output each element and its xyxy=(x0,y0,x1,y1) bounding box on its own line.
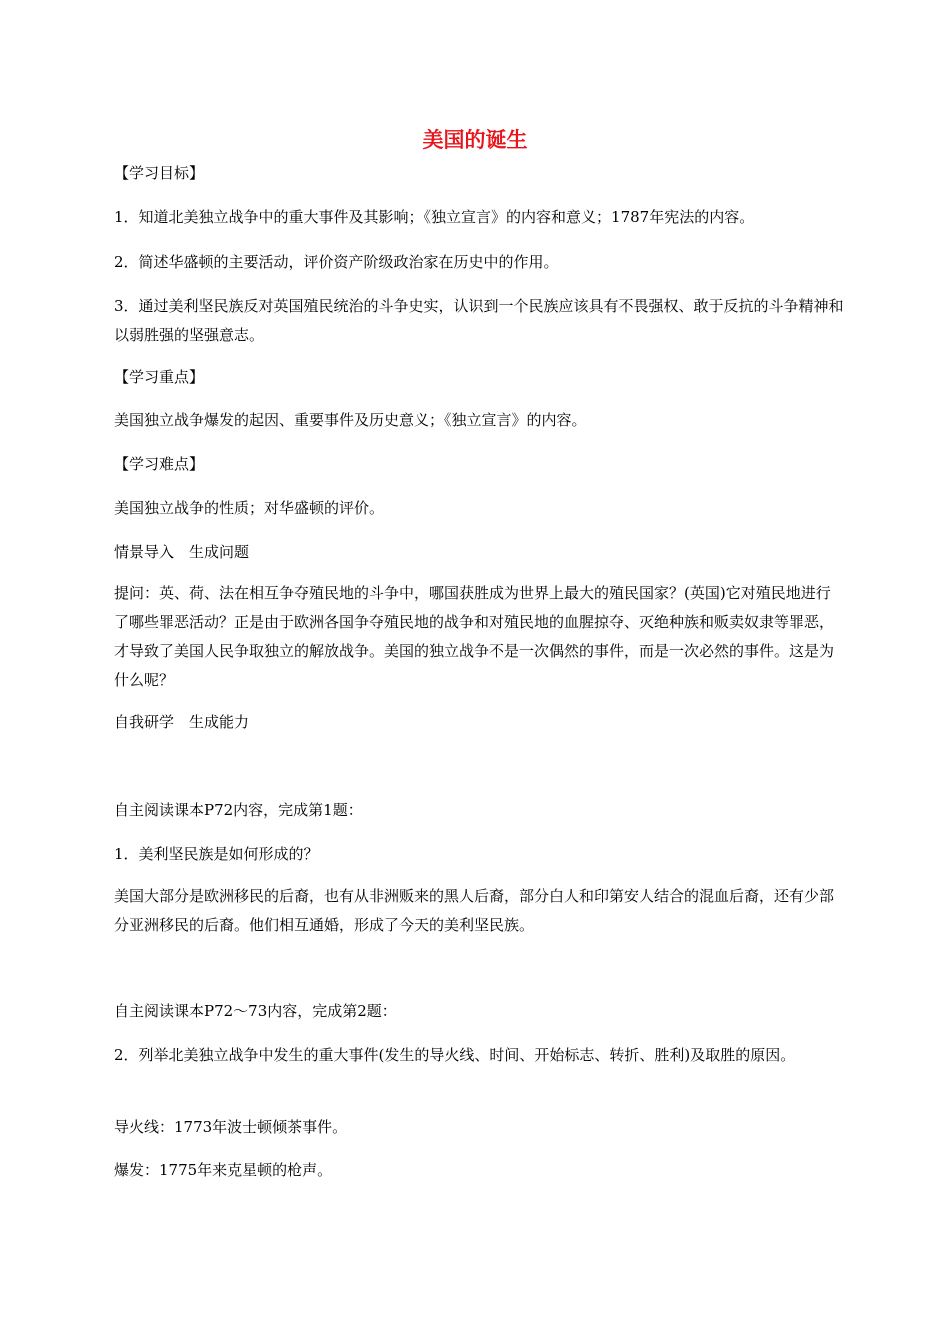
goal-1: 1．知道北美独立战争中的重大事件及其影响；《独立宣言》的内容和意义；1787年宪法的内容。 xyxy=(114,208,755,226)
question-1: 1．美利坚民族是如何形成的？ xyxy=(114,845,319,863)
key-heading: 【学习重点】 xyxy=(114,368,205,386)
key-text: 美国独立战争爆发的起因、重要事件及历史意义；《独立宣言》的内容。 xyxy=(114,411,587,429)
self-study-heading: 自我研学 生成能力 xyxy=(114,713,250,731)
reading-instruction-2: 自主阅读课本P72～73内容，完成第2题： xyxy=(114,1002,397,1020)
intro-text: 提问：英、荷、法在相互争夺殖民地的斗争中，哪国获胜成为世界上最大的殖民国家？(英国)它对殖民地进行了哪些罪恶活动？正是由于欧洲各国争夺殖民地的战争和对殖民地的血腥掠夺、灭绝种族和贩卖奴隶等罪恶，才导致了美国人民争取独立的解放战争。美国的独立战争不是一次偶然的事件，而是一次必然的事件。这是为什么呢？ xyxy=(114,584,835,689)
goal-2: 2．简述华盛顿的主要活动，评价资产阶级政治家在历史中的作用。 xyxy=(114,253,559,271)
fuse-event: 导火线：1773年波士顿倾茶事件。 xyxy=(114,1118,348,1136)
outbreak-event: 爆发：1775年来克星顿的枪声。 xyxy=(114,1161,333,1179)
page-title: 美国的诞生 xyxy=(422,128,528,152)
intro-heading: 情景导入 生成问题 xyxy=(114,543,250,561)
goals-heading: 【学习目标】 xyxy=(114,164,205,182)
difficult-text: 美国独立战争的性质；对华盛顿的评价。 xyxy=(114,499,385,517)
goal-3: 3．通过美利坚民族反对英国殖民统治的斗争史实，认识到一个民族应该具有不畏强权、敢于反抗的斗争精神和以弱胜强的坚强意志。 xyxy=(114,297,844,344)
difficult-heading: 【学习难点】 xyxy=(114,455,205,473)
answer-1: 美国大部分是欧洲移民的后裔，也有从非洲贩来的黑人后裔，部分白人和印第安人结合的混血后裔，还有少部分亚洲移民的后裔。他们相互通婚，形成了今天的美利坚民族。 xyxy=(114,887,835,934)
question-2: 2．列举北美独立战争中发生的重大事件(发生的导火线、时间、开始标志、转折、胜利)及取胜的原因。 xyxy=(114,1046,796,1064)
reading-instruction-1: 自主阅读课本P72内容，完成第1题： xyxy=(114,801,363,819)
